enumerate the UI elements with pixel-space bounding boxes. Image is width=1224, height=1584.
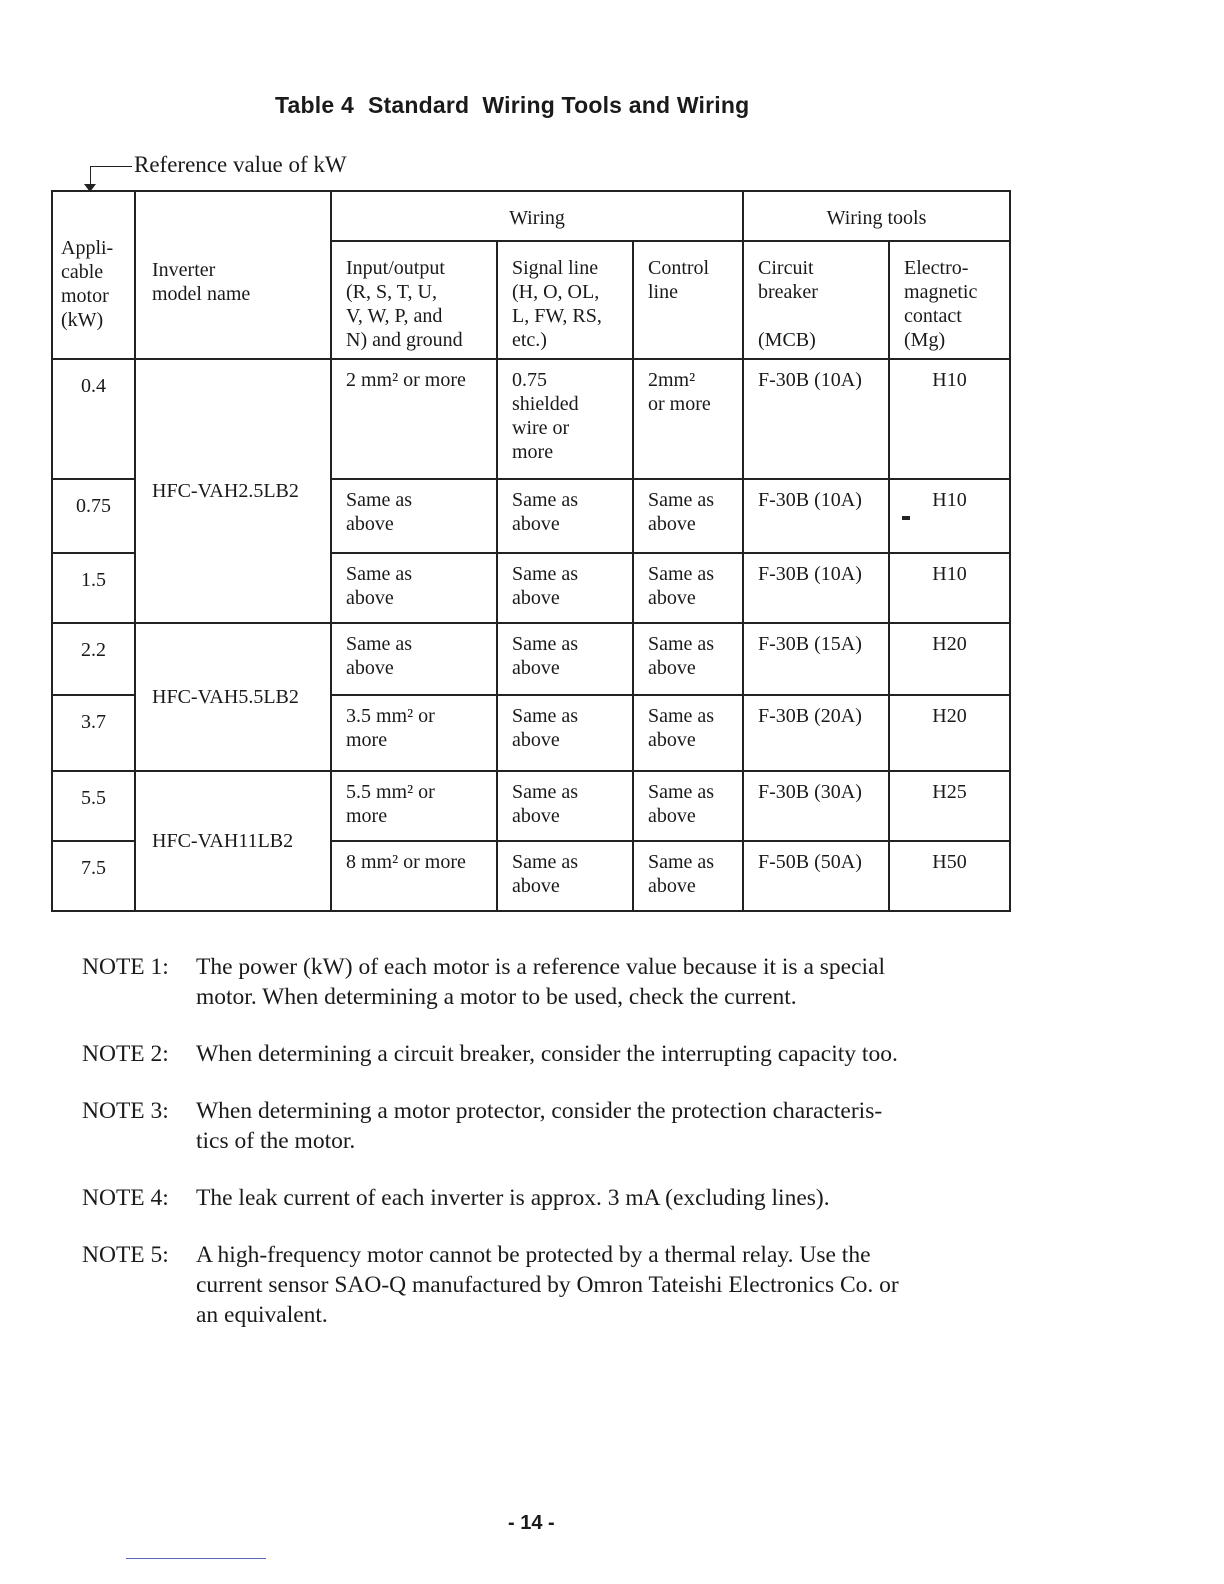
- cell-contact-with-mark: [889, 479, 1010, 553]
- note-2: [82, 1039, 1042, 1069]
- cell-signal: Same as above: [497, 695, 633, 771]
- cell-kw: 0.4: [52, 359, 135, 479]
- cell-contact: H10: [889, 553, 1010, 623]
- note-label: NOTE 3:: [82, 1098, 169, 1124]
- note-5: [82, 1240, 1042, 1330]
- cell-model: HFC-VAH5.5LB2: [135, 623, 331, 771]
- note-label: NOTE 5:: [82, 1242, 169, 1268]
- note-4: [82, 1183, 1042, 1213]
- cell-model: HFC-VAH2.5LB2: [135, 359, 331, 623]
- cell-contact: H20: [889, 623, 1010, 695]
- header-breaker: Circuit breaker (MCB): [743, 241, 889, 359]
- note-text: The leak current of each inverter is approx. 3 mA (excluding lines).: [196, 1185, 830, 1211]
- note-label: NOTE 1:: [82, 954, 169, 980]
- table-row: [52, 359, 1010, 479]
- header-wiring-tools: Wiring tools: [743, 191, 1010, 241]
- cell-contact: H10: [932, 489, 967, 511]
- cell-signal: Same as above: [497, 623, 633, 695]
- cell-control: Same as above: [633, 771, 743, 841]
- table-row: [52, 771, 1010, 841]
- dash-mark-icon: [902, 516, 910, 520]
- cell-control: Same as above: [633, 623, 743, 695]
- table-row: [52, 623, 1010, 695]
- cell-control: Same as above: [633, 479, 743, 553]
- header-model: Inverter model name: [135, 191, 331, 359]
- cell-breaker: F-50B (50A): [743, 841, 889, 911]
- header-motor: Appli- cable motor (kW): [52, 191, 135, 359]
- cell-control: 2mm² or more: [633, 359, 743, 479]
- cell-breaker: F-30B (10A): [743, 479, 889, 553]
- cell-breaker: F-30B (20A): [743, 695, 889, 771]
- cell-control: Same as above: [633, 695, 743, 771]
- cell-kw: 7.5: [52, 841, 135, 911]
- note-3: [82, 1096, 1042, 1156]
- cell-contact: H25: [889, 771, 1010, 841]
- note-label: NOTE 2:: [82, 1041, 169, 1067]
- cell-kw: 5.5: [52, 771, 135, 841]
- note-text: When determining a circuit breaker, consider the interrupting capacity too.: [196, 1041, 898, 1067]
- cell-breaker: F-30B (30A): [743, 771, 889, 841]
- cell-control: Same as above: [633, 841, 743, 911]
- cell-model: HFC-VAH11LB2: [135, 771, 331, 911]
- cell-io: 3.5 mm² or more: [331, 695, 497, 771]
- cell-io: 8 mm² or more: [331, 841, 497, 911]
- cell-io: Same as above: [331, 479, 497, 553]
- note-1: [82, 952, 1042, 1012]
- notes-section: [82, 952, 1042, 1357]
- header-signal: Signal line (H, O, OL, L, FW, RS, etc.): [497, 241, 633, 359]
- cell-contact: H50: [889, 841, 1010, 911]
- cell-signal: Same as above: [497, 553, 633, 623]
- table-number: Table 4: [275, 92, 354, 118]
- wiring-table: [51, 190, 1011, 912]
- header-row-groups: [52, 191, 1010, 241]
- page-number: - 14 -: [508, 1512, 555, 1534]
- cell-breaker: F-30B (10A): [743, 359, 889, 479]
- note-text: A high-frequency motor cannot be protected by a thermal relay. Use the current sensor SAO-Q manufactured by Omron Tateishi Electronics Co. or an equivalent.: [196, 1242, 899, 1328]
- cell-signal: Same as above: [497, 479, 633, 553]
- cell-signal: 0.75 shielded wire or more: [497, 359, 633, 479]
- cell-control: Same as above: [633, 553, 743, 623]
- note-text: The power (kW) of each motor is a reference value because it is a special motor. When determining a motor to be used, check the current.: [196, 954, 885, 1010]
- note-text: When determining a motor protector, consider the protection characteris- tics of the motor.: [196, 1098, 883, 1154]
- header-control: Control line: [633, 241, 743, 359]
- cell-contact: H20: [889, 695, 1010, 771]
- cell-signal: Same as above: [497, 841, 633, 911]
- cell-signal: Same as above: [497, 771, 633, 841]
- header-contact: Electro- magnetic contact (Mg): [889, 241, 1010, 359]
- reference-pointer-line: [90, 166, 132, 167]
- footer-rule: [126, 1558, 266, 1559]
- cell-kw: 0.75: [52, 479, 135, 553]
- cell-breaker: F-30B (15A): [743, 623, 889, 695]
- cell-kw: 2.2: [52, 623, 135, 695]
- cell-kw: 1.5: [52, 553, 135, 623]
- cell-io: Same as above: [331, 623, 497, 695]
- header-wiring: Wiring: [331, 191, 743, 241]
- header-io: Input/output (R, S, T, U, V, W, P, and N) and ground: [331, 241, 497, 359]
- note-label: NOTE 4:: [82, 1185, 169, 1211]
- cell-contact: H10: [889, 359, 1010, 479]
- table-title-text: Standard Wiring Tools and Wiring: [367, 92, 750, 118]
- cell-io: 2 mm² or more: [331, 359, 497, 479]
- cell-kw: 3.7: [52, 695, 135, 771]
- cell-io: Same as above: [331, 553, 497, 623]
- cell-io: 5.5 mm² or more: [331, 771, 497, 841]
- table-title: [275, 92, 749, 119]
- reference-note: Reference value of kW: [134, 152, 347, 177]
- cell-breaker: F-30B (10A): [743, 553, 889, 623]
